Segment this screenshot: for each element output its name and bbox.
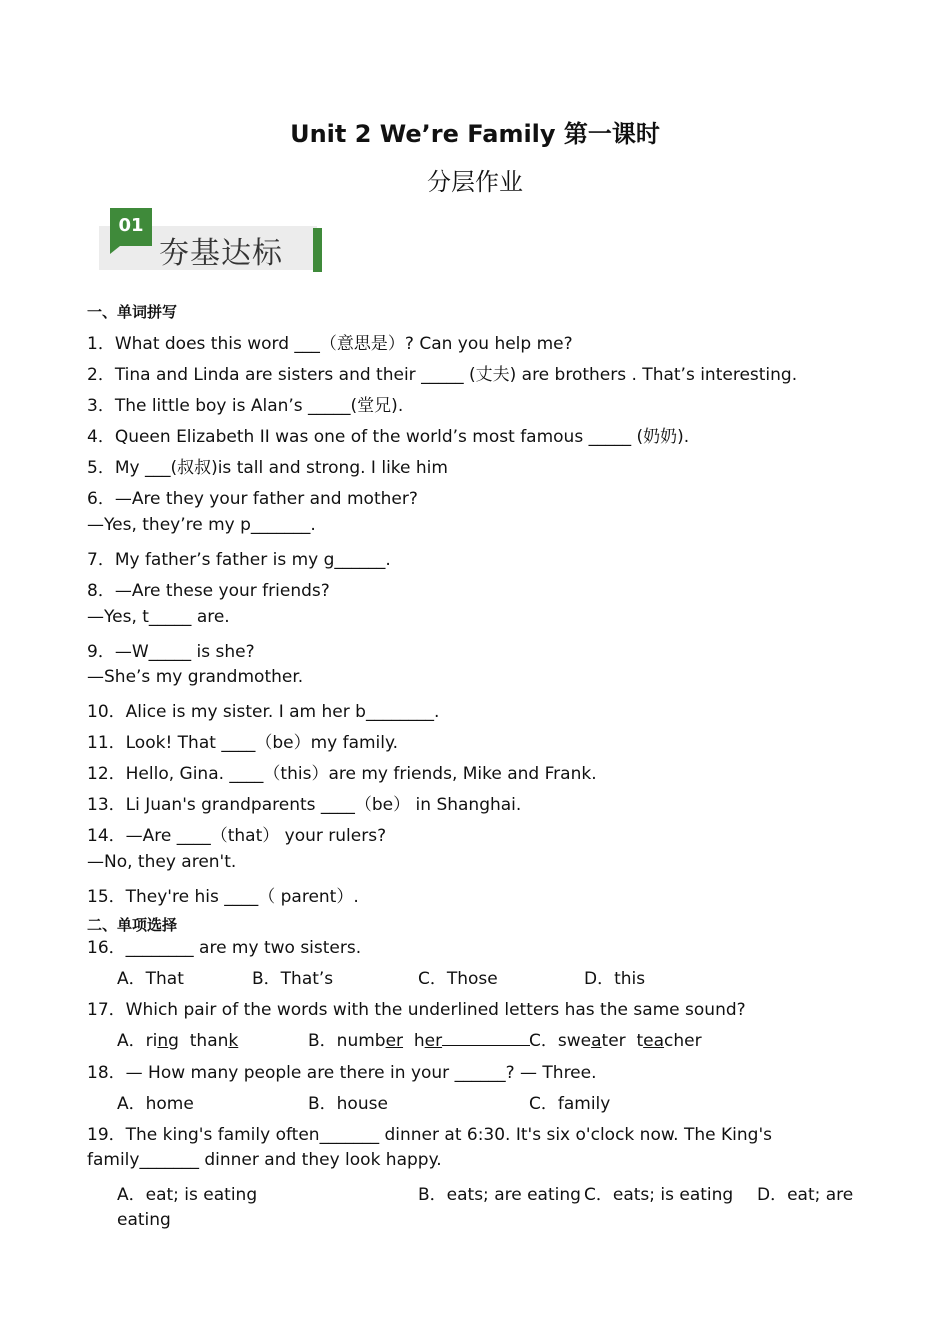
question-8-answer: —Yes, t_____ are. — [87, 607, 230, 627]
q17-c-word2-post: cher — [664, 1031, 702, 1051]
section-heading-spelling: 一、单词拼写 — [87, 303, 178, 321]
question-2: 2．Tina and Linda are sisters and their _____ (丈夫) are brothers . That’s interesting. — [87, 365, 798, 385]
q17-c-word2-underlined: ea — [643, 1031, 665, 1051]
page-title: Unit 2 We’re Family 第一课时 — [290, 120, 660, 148]
question-14: 14．—Are ____（that） your rulers? — [87, 826, 387, 846]
q17-c-label: C． — [529, 1031, 558, 1051]
page-subtitle: 分层作业 — [427, 168, 523, 196]
q17-option-a — [117, 1026, 238, 1051]
question-9: 9．—W_____ is she? — [87, 642, 255, 662]
q16-option-c: C．Those — [418, 969, 498, 989]
q19-option-c: C．eats; is eating — [584, 1185, 734, 1205]
question-9-answer: —She’s my grandmother. — [87, 667, 304, 687]
q17-a-word2-pre: than — [189, 1031, 229, 1051]
q17-a-word2-underlined: k — [228, 1031, 239, 1051]
question-10: 10．Alice is my sister. I am her b________. — [87, 702, 440, 722]
question-5: 5．My ___(叔叔)is tall and strong. I like him — [87, 458, 448, 478]
question-19-line2: family_______ dinner and they look happy. — [87, 1150, 442, 1170]
q17-b-trailing-rule — [442, 1030, 530, 1046]
q17-a-word1-pre: ri — [145, 1031, 158, 1051]
level-badge — [99, 208, 324, 272]
question-6-answer: —Yes, they’re my p_______. — [87, 515, 316, 535]
q19-option-d: D．eat; are — [757, 1185, 854, 1205]
question-17: 17．Which pair of the words with the underlined letters has the same sound? — [87, 1000, 746, 1020]
q18-option-c: C．family — [529, 1094, 611, 1114]
question-11: 11．Look! That ____（be）my family. — [87, 733, 399, 753]
question-16: 16．________ are my two sisters. — [87, 938, 362, 958]
question-4: 4．Queen Elizabeth II was one of the world’s most famous _____ (奶奶). — [87, 427, 690, 447]
q17-b-word2-underlined: er — [424, 1031, 443, 1051]
q17-option-b — [308, 1026, 530, 1051]
q16-option-b: B．That’s — [252, 969, 334, 989]
question-18: 18．— How many people are there in your ______? — Three. — [87, 1063, 597, 1083]
question-1: 1．What does this word ___（意思是）? Can you help me? — [87, 334, 573, 354]
question-13: 13．Li Juan's grandparents ____（be） in Shanghai. — [87, 795, 522, 815]
q17-a-label: A． — [117, 1031, 146, 1051]
q17-option-c — [529, 1026, 702, 1051]
q17-b-word1-underlined: er — [385, 1031, 404, 1051]
q18-option-a: A．home — [117, 1094, 194, 1114]
badge-accent-bar — [313, 228, 322, 272]
question-8: 8．—Are these your friends? — [87, 581, 330, 601]
q16-option-a: A．That — [117, 969, 184, 989]
q16-option-d: D．this — [584, 969, 646, 989]
q17-c-word1-pre: swe — [557, 1031, 592, 1051]
question-6: 6．—Are they your father and mother? — [87, 489, 418, 509]
badge-label: 夯基达标 — [159, 236, 283, 271]
question-14-answer: —No, they aren't. — [87, 852, 237, 872]
section-heading-multiple-choice: 二、单项选择 — [87, 916, 178, 934]
question-12: 12．Hello, Gina. ____（this）are my friends, Mike and Frank. — [87, 764, 597, 784]
q17-a-word1-post: g — [168, 1031, 179, 1051]
question-19: 19．The king's family often_______ dinner at 6:30. It's six o'clock now. The King's — [87, 1125, 772, 1145]
q17-a-word1-underlined: n — [157, 1031, 169, 1051]
question-7: 7．My father’s father is my g______. — [87, 550, 391, 570]
q17-c-word1-post: ter — [601, 1031, 626, 1051]
q19-option-b: B．eats; are eating — [418, 1185, 581, 1205]
q17-b-word2-pre: h — [413, 1031, 425, 1051]
question-3: 3．The little boy is Alan’s _____(堂兄). — [87, 396, 404, 416]
badge-number: 01 — [110, 208, 152, 246]
question-15: 15．They're his ____（ parent）. — [87, 887, 359, 907]
q17-c-word2-pre: t — [636, 1031, 644, 1051]
q19-option-d-continued: eating — [117, 1210, 171, 1230]
q17-b-word1-pre: numb — [336, 1031, 386, 1051]
q18-option-b: B．house — [308, 1094, 388, 1114]
q19-option-a: A．eat; is eating — [117, 1185, 258, 1205]
q17-b-label: B． — [308, 1031, 337, 1051]
q17-c-word1-underlined: a — [591, 1031, 602, 1051]
